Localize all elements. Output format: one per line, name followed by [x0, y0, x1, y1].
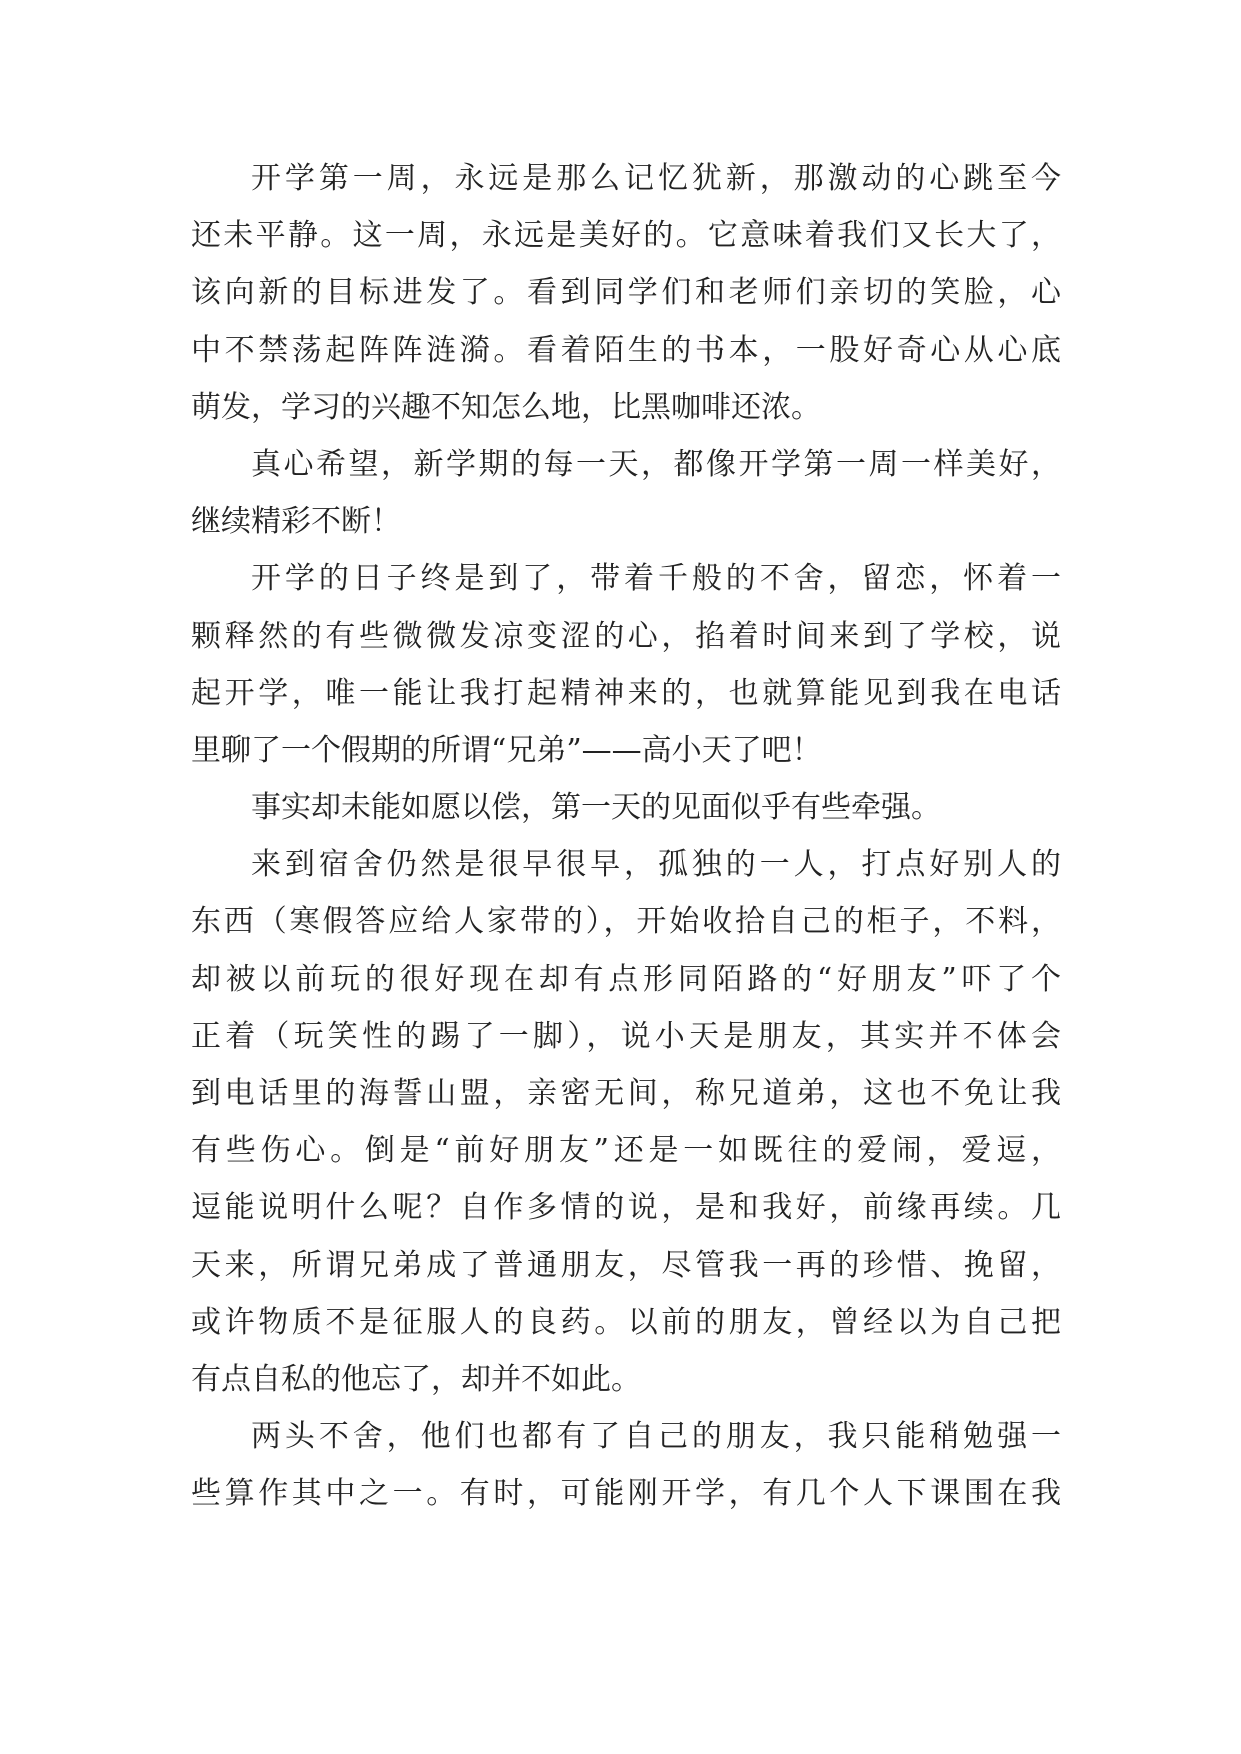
text-line: 中不禁荡起阵阵涟漪。看着陌生的书本，一股好奇心从心底 — [191, 332, 1061, 368]
text-line: 到电话里的海誓山盟，亲密无间，称兄道弟，这也不免让我 — [191, 1076, 1061, 1111]
text-line: 却被以前玩的很好现在却有点形同陌路的“好朋友”吓了个 — [191, 961, 1061, 997]
text-line: 萌发，学习的兴趣不知怎么地，比黑咖啡还浓。 — [191, 389, 821, 425]
text-line: 事实却未能如愿以偿，第一天的见面似乎有些牵强。 — [251, 790, 941, 826]
text-line: 该向新的目标进发了。看到同学们和老师们亲切的笑脸，心 — [191, 275, 1061, 311]
text-line: 正着（玩笑性的踢了一脚），说小天是朋友，其实并不体会 — [191, 1018, 1061, 1054]
text-line: 还未平静。这一周，永远是美好的。它意味着我们又长大了， — [191, 218, 1061, 254]
text-line: 逗能说明什么呢？自作多情的说，是和我好，前缘再续。几 — [191, 1190, 1061, 1226]
text-line: 继续精彩不断！ — [191, 504, 401, 540]
text-line: 有点自私的他忘了，却并不如此。 — [191, 1361, 641, 1397]
text-line: 来到宿舍仍然是很早很早，孤独的一人，打点好别人的 — [251, 847, 1061, 883]
text-line: 有些伤心。倒是“前好朋友”还是一如既往的爱闹，爱逗， — [191, 1133, 1061, 1169]
text-line: 或许物质不是征服人的良药。以前的朋友，曾经以为自己把 — [191, 1304, 1061, 1340]
text-line: 开学第一周，永远是那么记忆犹新，那激动的心跳至今 — [251, 161, 1061, 196]
text-line: 颗释然的有些微微发凉变涩的心，掐着时间来到了学校，说 — [191, 618, 1061, 654]
text-line: 真心希望，新学期的每一天，都像开学第一周一样美好， — [251, 446, 1061, 482]
text-line: 些算作其中之一。有时，可能刚开学，有几个人下课围在我 — [191, 1476, 1061, 1512]
text-line: 里聊了一个假期的所谓“兄弟”——高小天了吧！ — [191, 732, 822, 768]
body-text — [191, 150, 1061, 1523]
text-line: 天来，所谓兄弟成了普通朋友，尽管我一再的珍惜、挽留， — [191, 1247, 1061, 1283]
text-line: 起开学，唯一能让我打起精神来的，也就算能见到我在电话 — [191, 675, 1061, 711]
text-line: 东西（寒假答应给人家带的），开始收拾自己的柜子，不料， — [191, 904, 1061, 940]
text-line: 开学的日子终是到了，带着千般的不舍，留恋，怀着一 — [251, 561, 1061, 597]
text-line: 两头不舍，他们也都有了自己的朋友，我只能稍勉强一 — [251, 1419, 1061, 1455]
